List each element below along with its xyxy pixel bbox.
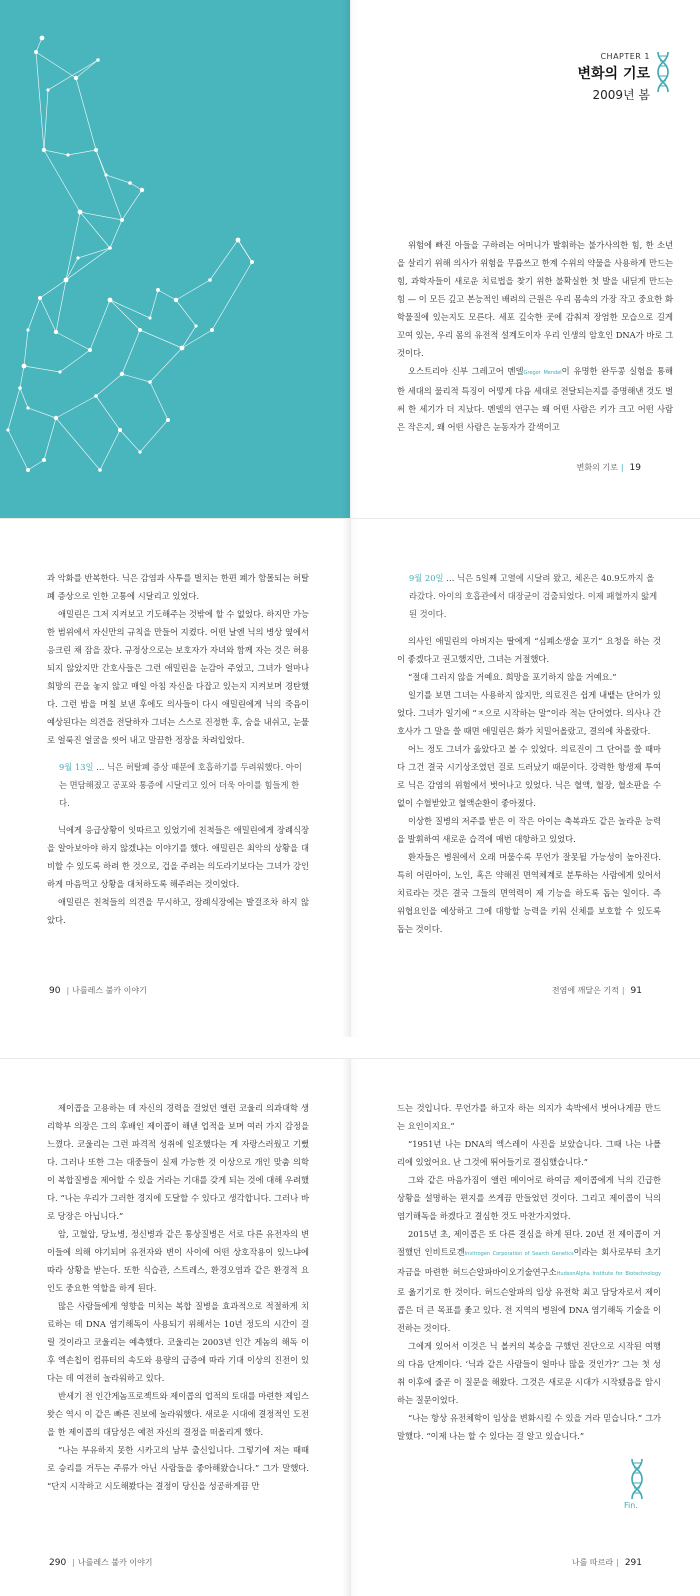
body-paragraph: 과 악화를 반복한다. 닉은 감염과 사투를 벌치는 한편 폐가 함몰되는 허탈폐 증상으로 인한 고통에 시달리고 있었다. [47,573,309,601]
page-footer-91: 전염에 깨달은 기적 | 91 [551,986,642,996]
english-annotation: HudsonAlpha Institute for Biotechnology [556,1271,661,1277]
body-paragraph: 애밀린은 그저 지켜보고 기도해주는 것밖에 할 수 없었다. 하지만 가능한 범위에서 자신만의 규칙을 만들어 지켰다. 어떤 날엔 닉의 병상 옆에서 응크린 채 잠을 잤다. 규정상으로는 보호자가 자녀와 함께 자는 것은 허용되지 않았지만 간호사들은 그런 애밀린을 눈감아 주었고, 그녀가 얼마나 희망의 끈을 놓지 않고 매일 아침 자신을 다잡고 있는지 지켜보며 경탄했다. 그런 밤을 며칠 보낸 후에도 의사들이 다시 애밀린에게 닉의 죽음이 예상된다는 의견을 전달하자 그녀는 스스로 진정한 후, 숨을 내쉬고, 눈물로 얼룩진 얼굴을 씻어 내고 말끔한 정장을 차려입었다. [47,609,309,745]
body-paragraph: 어느 정도 그녀가 옳았다고 볼 수 있었다. 의료진이 그 단어를 쓸 때마다 그건 결국 시기상조였던 걸로 드러났기 때문이다. 강력한 항생제 투여로 닉은 감염의 위험에서 벗어나고 있었다. 닉은 혈액, 혈장, 혈소판을 수없이 수혈받았고 혈액순환이 좋아졌다. [397,744,661,808]
page-91-body [397,569,661,938]
footer-label: 나를 따르라 [571,1558,614,1567]
page-number: 290 [49,1558,67,1568]
body-paragraph: 오스트리아 신부 그레고어 멘델Gregor Mendel이 유명한 완두콩 실험을 통해 한 세대의 물리적 특징이 어떻게 다음 세대로 전달되는지를 증명해낸 것도 벌써 한 세기가 더 지났다. 멘델의 연구는 왜 어떤 사람은 키가 크고 어떤 사람은 작은지, 왜 어떤 사람은 눈동자가 갈색이고 [397,366,673,432]
footer-label: 나를레스 불카 이야기 [77,1558,153,1567]
spread-pages-90-91 [0,518,700,1037]
diary-entry: 9월 20일 … 닉은 5일째 고열에 시달려 왔고, 체온은 40.9도까지 올라갔다. 아이의 호흡관에서 대장균이 검출되었다. 이제 패혈까지 앓게 된 것이다. [409,573,658,619]
body-paragraph: 그와 같은 마음가짐이 앨런 메이어로 하여금 제이콥에게 닉의 긴급한 상황을 설명하는 편지를 쓰게끔 만들었던 것이다. 그리고 제이콥이 닉의 염기해독을 하겠다고 결심한 것도 마찬가지였다. [397,1175,661,1221]
book-gutter-shadow [342,0,360,518]
footer-label: 변화의 기로 [576,463,618,472]
page-footer-291: 나를 따르라 | 291 [571,1558,642,1568]
spread-chapter-opening [0,0,700,518]
body-paragraph: “1951년 나는 DNA의 엑스레이 사진을 보았습니다. 그때 나는 나폴리에 있었어요. 난 그것에 뛰어들기로 결심했습니다.” [397,1139,661,1167]
diary-entry: 9월 13일 … 닉은 허탈폐 증상 때문에 호흡하기를 두려워했다. 아이는 면담해졌고 공포와 통증에 시달리고 있어 더욱 아이를 힘들게 한다. [59,762,302,808]
body-paragraph: “나는 부유하지 못한 시카고의 남부 출신입니다. 그렇기에 저는 때때로 승리를 거두는 주류가 아닌 사람들을 좋아해왔습니다.” 그가 말했다. “단지 시작하고 시도해봤다는 결정이 당신을 성공하게끔 만 [47,1445,309,1491]
body-paragraph: 드는 것입니다. 무언가를 하고자 하는 의지가 속박에서 벗어나게끔 만드는 요인이지요.” [397,1103,661,1131]
book-gutter-shadow [342,1059,360,1596]
body-paragraph: “절대 그러지 않을 거예요. 희망을 포기하지 않을 거예요.” [408,672,617,682]
page-290-body [47,1099,309,1495]
dna-icon [656,52,670,92]
body-paragraph: 의사인 애밀린의 아버지는 딸에게 “심폐소생술 포기” 요청을 하는 것이 좋겠다고 권고했지만, 그녀는 거절했다. [397,636,661,664]
body-paragraph: 반세기 전 인간게놈프로젝트와 제이콥의 업적의 토대를 마련한 제임스 왓슨 역시 이 같은 빠른 진보에 놀라워했다. 새로운 시대에 결정적인 도전을 한 제이콥의 대담성은 예전 자신의 결정을 떠올리게 했다. [47,1391,309,1437]
dna-icon [630,1459,644,1499]
page-90-body [47,569,309,929]
constellation-network-graphic [0,0,350,518]
spread-pages-290-291 [0,1058,700,1596]
page-footer-19: 변화의 기로 | 19 [576,463,641,473]
page-footer-90: 90 | 나를레스 불카 이야기 [49,986,147,996]
body-paragraph: 위험에 빠진 아들을 구하려는 어머니가 발휘하는 불가사의한 힘, 한 소년을 살리기 위해 의사가 위험을 무릅쓰고 한계 수위의 약물을 사용하게 만드는 힘, 과학자들이 새로운 치료법을 찾기 위한 불확실한 첫 발을 내딛게 만드는 힘 — 이 모든 깊고 본능적인 배려의 근원은 우리 몸속의 가장 작고 중요한 화학물질에 있는지도 모른다. 세포 깊숙한 곳에 감춰져 장엄한 모습으로 길게 꼬여 있는, 우리 몸의 유전적 설계도이자 우리 인생의 암호인 DNA가 바로 그것이다. [397,240,673,358]
page-number: 291 [624,1558,642,1568]
chapter-title: 변화의 기로 [577,66,650,82]
body-paragraph: 2015년 초, 제이콥은 또 다른 결심을 하게 된다. 20년 전 제이콥이 거절했던 인비트로겐Invitrogen Corporation of Search Genetics이라는 회사로부터 초기 자금을 마련한 허드슨알파바이오기술연구소HudsonAlpha Institute for Biotechnology로 옮기기로 한 것이다. 허드슨알파의 임상 유전학 최고 담당자로서 제이콥은 더 큰 목표를 좇고 있다. 전 지역의 병원에 DNA 염기해독 기술을 이전하는 것이다. [397,1229,661,1333]
chapter-label: CHAPTER 1 [600,52,650,61]
body-paragraph: 닉에게 응급상황이 잇따르고 있었기에 친척들은 애밀린에게 장례식장을 알아보아야 하지 않겠냐는 이야기를 했다. 애밀린은 최악의 상황을 대비할 수 있도록 하려 한 것으로, 겁을 주려는 의도라기보다는 그녀가 강인하게 마음먹고 상황을 대처하도록 해주려는 것이었다. [47,825,309,889]
body-paragraph: 애밀린은 친척들의 의견을 무시하고, 장례식장에는 발걸조차 하지 않았다. [47,897,309,925]
page-19-body [397,236,673,436]
body-paragraph: 이상한 질병의 저주를 받은 이 작은 아이는 축복과도 같은 놀라운 능력을 발휘하여 새로운 습격에 매번 대항하고 있었다. [397,816,661,844]
body-paragraph: 제이콥을 고용하는 데 자신의 경력을 걸었던 앨런 코울리 의과대학 생리학부 의장은 그의 후배인 제이콥이 해낸 업적을 보며 여러 가지 감정을 느꼈다. 코울리는 그런 파격적 성취에 일조했다는 게 자랑스러웠고 기뻤다. 그러나 또한 그는 대중들이 실제 가능한 것 이상으로 개인 맞춤 의학이 복합질병을 제어할 수 있을 거라는 기대를 갖게 되는 것에 대해 우려했다. “나는 우리가 그러한 경지에 도달할 수 있다고 생각합니다. 그러나 바로 당장은 아닙니다.” [47,1103,309,1221]
body-paragraph: 많은 사람들에게 영향을 미치는 복합 질병을 효과적으로 적절하게 치료하는 데 DNA 염기해독이 사용되기 위해서는 10년 정도의 시간이 걸릴 것이라고 코울리는 예측했다. 코울리는 2003년 인간 게놈의 해독 이후 엑손칩이 컴퓨터의 속도와 용량의 급증에 따라 기대 이상의 진전이 있다는 데 여전히 놀라워하고 있다. [47,1301,309,1383]
body-paragraph: 일기를 보면 그녀는 사용하지 않지만, 의료진은 쉽게 내뱉는 단어가 있었다. 그녀가 일기에 “ㅈ으로 시작하는 말”이라 적는 단어였다. 의사나 간호사가 그 말을 쓸 때면 애밀린은 화가 치밀어올랐고, 결의에 차올랐다. [397,690,661,736]
page-footer-290: 290 | 나를레스 불카 이야기 [49,1558,153,1568]
body-paragraph: “나는 항상 유전체학이 임상을 변화시킬 수 있을 거라 믿습니다.” 그가 말했다. “이제 나는 할 수 있다는 걸 알고 있습니다.” [397,1413,661,1441]
fin-label: Fin. [624,1501,638,1510]
teal-cover-panel [0,0,350,518]
page-291-body [397,1099,661,1445]
chapter-heading [578,52,651,103]
body-paragraph: 암, 고혈압, 당뇨병, 정신병과 같은 통상질병은 서로 다른 유전자의 변이들에 의해 야기되며 유전자와 변이 사이에 어떤 상호작용이 있느냐에 따라 상황을 받는다. 또한 식습관, 스트레스, 환경오염과 같은 환경적 요인도 중요한 역할을 하게 된다. [47,1229,309,1293]
diary-date: 9월 13일 [59,762,94,772]
english-annotation: Gregor Mendel [523,370,562,376]
book-gutter-shadow [342,519,360,1037]
diary-date: 9월 20일 [409,573,444,583]
page-number: 90 [49,986,61,996]
footer-label: 나를레스 불카 이야기 [72,986,147,995]
page-number: 19 [629,463,641,473]
chapter-subtitle: 2009년 봄 [592,88,650,102]
page-number: 91 [630,986,642,996]
body-paragraph: 그에게 있어서 이것은 닉 볼커의 복숭을 구했던 진단으로 시작된 여행의 다음 단계이다. ‘닉과 같은 사람들이 얼마나 많을 것인가?’ 그는 첫 성취 이후에 줄곧 이 질문을 해왔다. 그것은 새로운 시대가 시작됐음을 암시하는 질문이었다. [397,1341,661,1405]
body-paragraph: 환자들은 병원에서 오래 머물수록 무언가 잘못될 가능성이 높아진다. 특히 어린아이, 노인, 혹은 약해진 면역체계로 분투하는 사람에게 있어서 치료라는 것은 결국 그들의 면역력이 제 기능을 하도록 돕는 일이다. 즉 위협요인을 예상하고 그에 대항할 능력을 키워 신체를 보호할 수 있도록 돕는 것이다. [397,852,661,934]
english-annotation: Invitrogen Corporation of Search Genetics [464,1251,574,1257]
footer-label: 전염에 깨달은 기적 [551,986,619,995]
